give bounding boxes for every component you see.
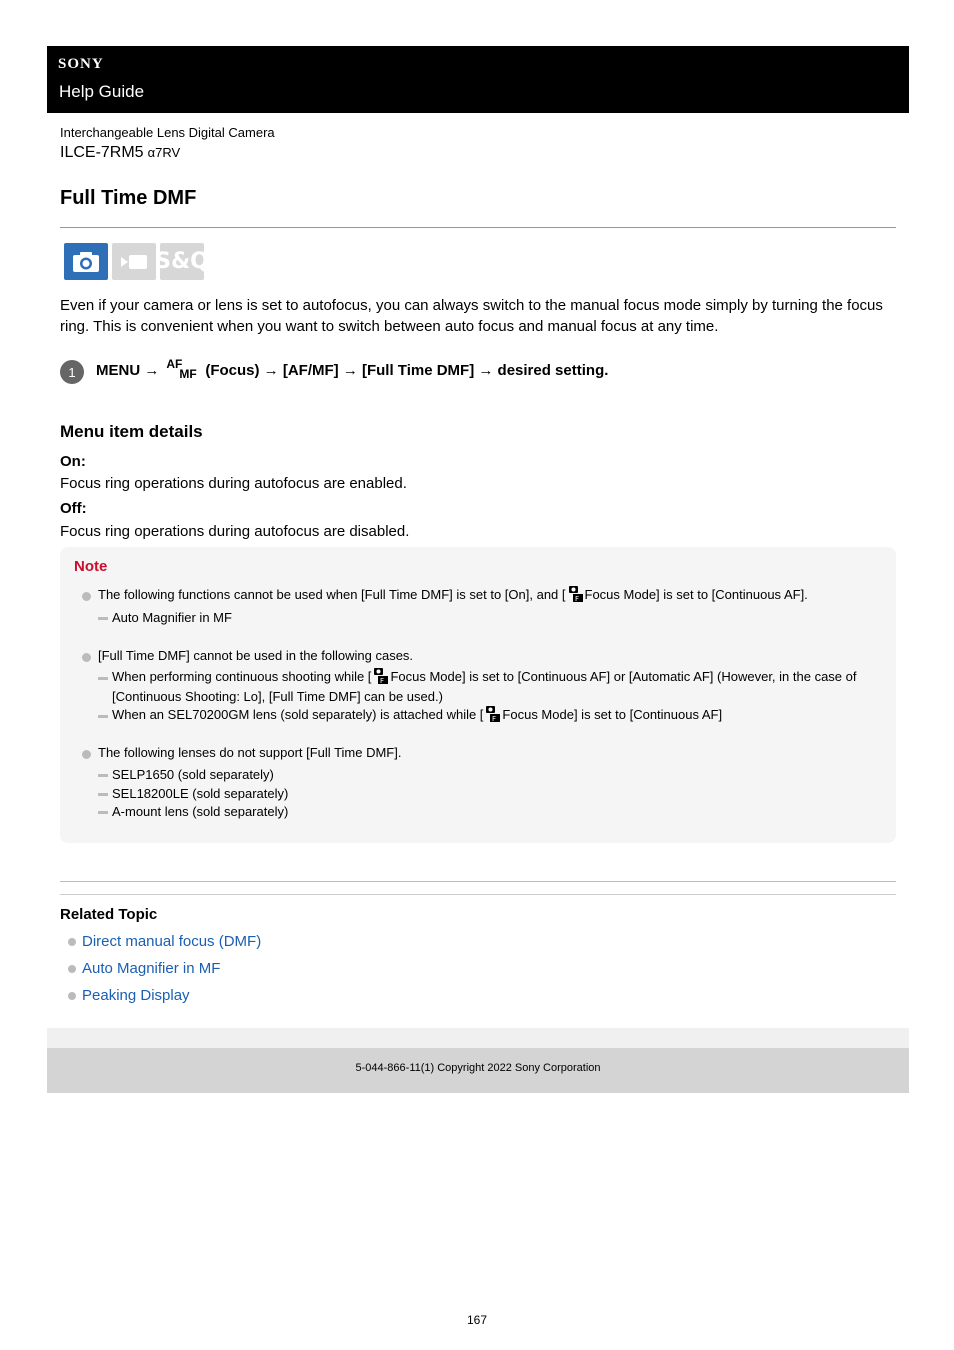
related-item: [68, 960, 220, 977]
bullet-icon: [68, 965, 76, 973]
page-title: Full Time DMF: [60, 187, 197, 209]
camera-icon: [64, 243, 108, 280]
svg-text:F: F: [380, 677, 385, 685]
sony-logo[interactable]: SONY: [58, 56, 104, 72]
link-auto-magnifier[interactable]: Auto Magnifier in MF: [82, 960, 221, 977]
step-instruction: [96, 359, 608, 381]
note-item-2-sub-2: When an SEL70200GM lens (sold separately) is attached while [ F Focus Mode] is set to [Continuous AF]: [112, 707, 723, 723]
header-bar: [47, 46, 909, 113]
note-item-2: [Full Time DMF] cannot be used in the following cases.: [98, 648, 414, 663]
bullet-icon: [68, 938, 76, 946]
footer-band: [47, 1028, 909, 1048]
copyright-text: 5-044-866-11(1) Copyright 2022 Sony Corporation: [355, 1062, 601, 1074]
intro-text: Even if your camera or lens is set to autofocus, you can always switch to the manual focus mode simply by turning the focus ring. This is convenient when you want to switch between auto focus and manual focus at any time.: [60, 297, 883, 335]
help-guide-label[interactable]: Help Guide: [59, 82, 145, 101]
af-mf-icon: AF MF: [166, 357, 197, 381]
sq-icon: S&Q: [160, 243, 204, 280]
dash-icon: [98, 677, 108, 680]
step-1: [60, 356, 608, 384]
related-item: [68, 933, 261, 950]
dash-icon: [98, 793, 108, 796]
off-desc: Focus ring operations during autofocus are disabled.: [60, 523, 410, 540]
note-item-3-sub-2: SEL18200LE (sold separately): [112, 786, 289, 801]
bullet-icon: [82, 592, 91, 601]
dash-icon: [98, 715, 108, 718]
bullet-icon: [82, 653, 91, 662]
dash-icon: [98, 617, 108, 620]
note-item-3: The following lenses do not support [Full Time DMF].: [98, 745, 402, 760]
link-peaking-display[interactable]: Peaking Display: [82, 987, 190, 1004]
dash-icon: [98, 774, 108, 777]
off-term: Off:: [60, 500, 87, 517]
related-divider-top: [60, 881, 896, 882]
mode-icons: [64, 243, 209, 280]
step-prefix: MENU →: [96, 361, 160, 379]
step-suffix: (Focus) → [AF/MF] → [Full Time DMF] → desired setting.: [205, 361, 609, 379]
related-topic-heading: Related Topic: [60, 906, 158, 923]
note-item-3-sub-1: SELP1650 (sold separately): [112, 767, 274, 782]
related-divider-bottom: [60, 894, 896, 895]
model-name: ILCE-7RM5: [60, 144, 144, 161]
svg-text:F: F: [574, 595, 579, 603]
page-number: 167: [466, 1313, 488, 1327]
bullet-icon: [82, 750, 91, 759]
note-box: [60, 547, 896, 843]
note-item-1-sub-1: Auto Magnifier in MF: [112, 610, 232, 625]
model-alpha: α7RV: [147, 145, 181, 160]
bullet-icon: [68, 992, 76, 1000]
on-term: On:: [60, 453, 86, 470]
title-divider: [60, 227, 896, 228]
related-item: [68, 987, 190, 1004]
product-model: [60, 144, 180, 162]
menu-details-heading: Menu item details: [60, 422, 203, 441]
note-item-2-sub-1: When performing continuous shooting while [ F Focus Mode] is set to [Continuous AF] or [Automatic AF] (However, in the case of [Continuous Shooting: Lo], [Full Time DMF] can be used.): [112, 669, 857, 704]
step-number: 1: [60, 360, 84, 384]
focus-mode-icon: [484, 705, 501, 723]
movie-icon: [112, 243, 156, 280]
focus-mode-icon: [567, 585, 584, 603]
on-desc: Focus ring operations during autofocus are enabled.: [60, 475, 407, 492]
note-item-3-sub-3: A-mount lens (sold separately): [112, 804, 289, 819]
note-title: Note: [74, 558, 108, 575]
link-direct-manual-focus[interactable]: Direct manual focus (DMF): [82, 933, 262, 950]
focus-mode-icon: [372, 667, 389, 685]
product-type: Interchangeable Lens Digital Camera: [60, 125, 275, 140]
svg-text:F: F: [492, 715, 497, 723]
dash-icon: [98, 811, 108, 814]
note-item-1: The following functions cannot be used when [Full Time DMF] is set to [On], and [ F Focus Mode] is set to [Continuous AF].: [98, 587, 808, 603]
footer: [47, 1048, 909, 1093]
